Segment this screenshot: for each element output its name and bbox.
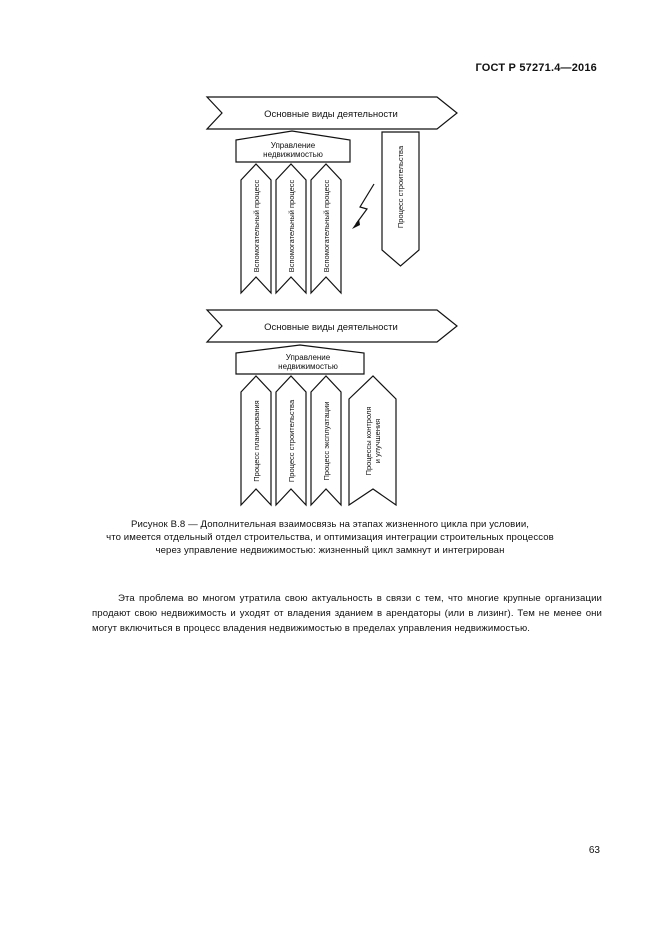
top-banner-label: Основные виды деятельности <box>264 109 398 120</box>
caption-line: через управление недвижимостью: жизненный цикл замкнут и интегрирован <box>155 545 505 556</box>
bottom-management-label-2: недвижимостью <box>278 362 338 371</box>
top-support-label-3: Вспомогательный процесс <box>322 179 331 273</box>
body-paragraph: Эта проблема во многом утратила свою актуальность в связи с тем, что многие крупные организации продают свою недвижимость и уходят от владения зданием в арендаторы (или в лизинг). Тем не менее они могут включиться в процесс владения недвижимостью в пределах управления недвижимостью. <box>92 593 602 634</box>
bottom-management-label-1: Управление <box>285 353 331 362</box>
caption-line: что имеется отдельный отдел строительства, и оптимизация интеграции строительных процессов <box>106 532 554 543</box>
standard-number: ГОСТ Р 57271.4—2016 <box>475 62 597 74</box>
top-construction-label: Процесс строительства <box>396 145 405 229</box>
top-support-label-2: Вспомогательный процесс <box>287 179 296 273</box>
bottom-process-label-3: Процесс эксплуатации <box>322 401 331 481</box>
bottom-control-label-2: и улучшения <box>373 418 382 464</box>
lightning-icon <box>352 184 374 229</box>
top-management-label-1: Управление <box>270 141 316 150</box>
bottom-process-label-1: Процесс планирования <box>252 400 261 482</box>
top-management-label-2: недвижимостью <box>263 150 323 159</box>
bottom-process-label-2: Процесс строительства <box>287 399 296 483</box>
bottom-banner-label: Основные виды деятельности <box>264 322 398 333</box>
top-support-label-1: Вспомогательный процесс <box>252 179 261 273</box>
bottom-control-label-1: Процессы контроля <box>364 406 373 476</box>
figure-caption <box>60 518 600 557</box>
caption-line: Рисунок В.8 — Дополнительная взаимосвязь на этапах жизненного цикла при условии, <box>130 519 530 530</box>
page-number: 63 <box>588 845 600 856</box>
